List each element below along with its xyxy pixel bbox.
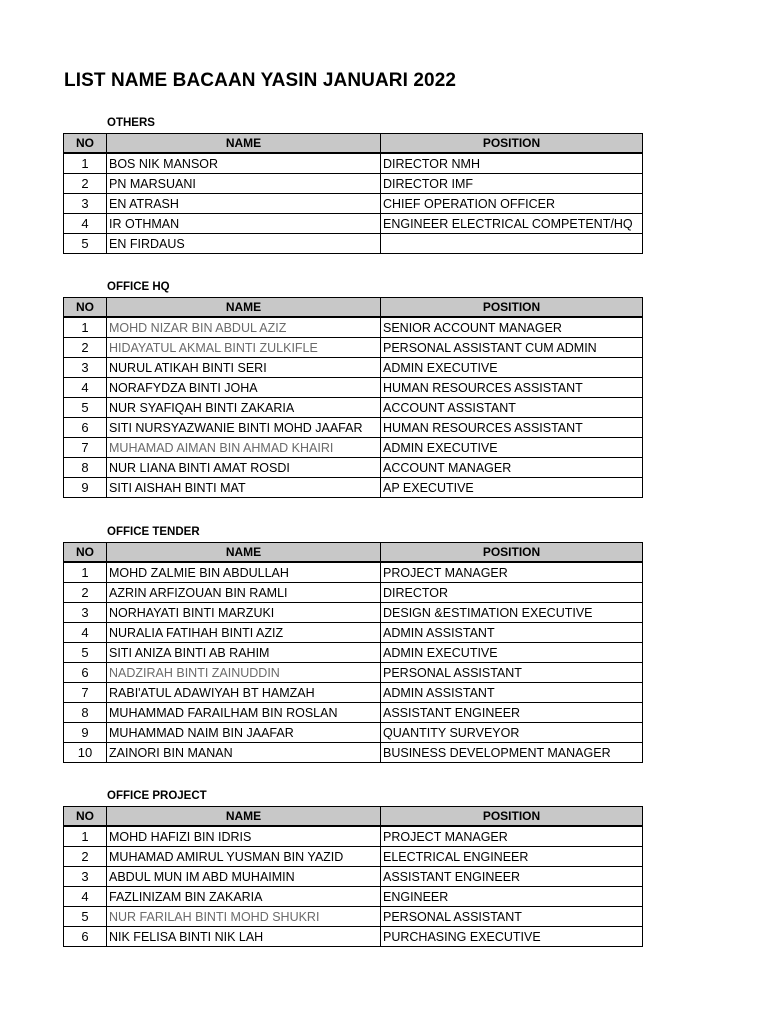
table-row [64,603,643,623]
cell-position: ADMIN EXECUTIVE [381,438,643,458]
cell-name: MUHAMMAD NAIM BIN JAAFAR [107,723,381,743]
table-row [64,194,643,214]
cell-no: 3 [64,358,107,378]
cell-position: DIRECTOR [381,583,643,603]
cell-name: MUHAMAD AIMAN BIN AHMAD KHAIRI [107,438,381,458]
staff-table [63,297,643,498]
cell-name: MOHD HAFIZI BIN IDRIS [107,826,381,847]
cell-name: RABI'ATUL ADAWIYAH BT HAMZAH [107,683,381,703]
table-row [64,867,643,887]
staff-table [63,542,643,763]
cell-no: 2 [64,338,107,358]
table-row [64,338,643,358]
table-row [64,214,643,234]
column-header-position: POSITION [381,807,643,827]
cell-name: MOHD NIZAR BIN ABDUL AZIZ [107,317,381,338]
cell-position: PROJECT MANAGER [381,826,643,847]
cell-no: 5 [64,398,107,418]
table-row [64,153,643,174]
cell-no: 5 [64,643,107,663]
cell-position: CHIEF OPERATION OFFICER [381,194,643,214]
cell-no: 7 [64,683,107,703]
table-body [64,562,643,763]
table-row [64,847,643,867]
table-body [64,153,643,254]
cell-name: EN FIRDAUS [107,234,381,254]
cell-position: PERSONAL ASSISTANT [381,663,643,683]
table-row [64,927,643,947]
cell-no: 4 [64,887,107,907]
table-row [64,438,643,458]
cell-no: 9 [64,478,107,498]
cell-no: 9 [64,723,107,743]
cell-name: BOS NIK MANSOR [107,153,381,174]
cell-no: 1 [64,153,107,174]
cell-name: MOHD ZALMIE BIN ABDULLAH [107,562,381,583]
cell-position: ADMIN EXECUTIVE [381,643,643,663]
table-header-row [64,543,643,563]
table-row [64,378,643,398]
cell-name: PN MARSUANI [107,174,381,194]
column-header-name: NAME [107,543,381,563]
table-row [64,623,643,643]
section-label: OFFICE TENDER [107,526,200,538]
cell-name: NURUL ATIKAH BINTI SERI [107,358,381,378]
section-label: OFFICE PROJECT [107,790,207,802]
table-row [64,174,643,194]
cell-position: ACCOUNT MANAGER [381,458,643,478]
cell-position: ELECTRICAL ENGINEER [381,847,643,867]
cell-name: SITI AISHAH BINTI MAT [107,478,381,498]
column-header-no: NO [64,807,107,827]
cell-no: 1 [64,562,107,583]
cell-name: SITI NURSYAZWANIE BINTI MOHD JAAFAR [107,418,381,438]
column-header-no: NO [64,134,107,154]
column-header-position: POSITION [381,298,643,318]
table-row [64,663,643,683]
table-row [64,562,643,583]
table-row [64,418,643,438]
cell-name: NUR SYAFIQAH BINTI ZAKARIA [107,398,381,418]
cell-position: SENIOR ACCOUNT MANAGER [381,317,643,338]
cell-name: ABDUL MUN IM ABD MUHAIMIN [107,867,381,887]
cell-name: MUHAMAD AMIRUL YUSMAN BIN YAZID [107,847,381,867]
table-row [64,723,643,743]
cell-position: DESIGN &ESTIMATION EXECUTIVE [381,603,643,623]
cell-name: MUHAMMAD FARAILHAM BIN ROSLAN [107,703,381,723]
cell-no: 7 [64,438,107,458]
column-header-name: NAME [107,134,381,154]
column-header-name: NAME [107,807,381,827]
cell-position: ACCOUNT ASSISTANT [381,398,643,418]
cell-no: 8 [64,703,107,723]
table-body [64,826,643,947]
cell-position: HUMAN RESOURCES ASSISTANT [381,418,643,438]
cell-no: 4 [64,214,107,234]
table-row [64,358,643,378]
cell-no: 3 [64,867,107,887]
column-header-name: NAME [107,298,381,318]
cell-name: NADZIRAH BINTI ZAINUDDIN [107,663,381,683]
table-row [64,743,643,763]
cell-no: 2 [64,174,107,194]
cell-position: DIRECTOR NMH [381,153,643,174]
cell-no: 6 [64,663,107,683]
cell-name: NORHAYATI BINTI MARZUKI [107,603,381,623]
cell-position: ADMIN ASSISTANT [381,623,643,643]
cell-position: QUANTITY SURVEYOR [381,723,643,743]
cell-name: FAZLINIZAM BIN ZAKARIA [107,887,381,907]
cell-position [381,234,643,254]
cell-no: 3 [64,194,107,214]
staff-table [63,806,643,947]
table-row [64,826,643,847]
table-row [64,317,643,338]
section-label: OTHERS [107,117,155,129]
cell-position: ADMIN EXECUTIVE [381,358,643,378]
cell-position: ASSISTANT ENGINEER [381,703,643,723]
cell-position: PURCHASING EXECUTIVE [381,927,643,947]
cell-name: NIK FELISA BINTI NIK LAH [107,927,381,947]
cell-position: ADMIN ASSISTANT [381,683,643,703]
column-header-no: NO [64,543,107,563]
table-row [64,643,643,663]
cell-no: 1 [64,826,107,847]
cell-name: NUR LIANA BINTI AMAT ROSDI [107,458,381,478]
cell-position: PERSONAL ASSISTANT CUM ADMIN [381,338,643,358]
cell-position: ENGINEER [381,887,643,907]
cell-position: ENGINEER ELECTRICAL COMPETENT/HQ [381,214,643,234]
cell-no: 1 [64,317,107,338]
cell-no: 3 [64,603,107,623]
cell-no: 8 [64,458,107,478]
table-row [64,583,643,603]
table-row [64,234,643,254]
cell-position: PROJECT MANAGER [381,562,643,583]
cell-name: SITI ANIZA BINTI AB RAHIM [107,643,381,663]
column-header-position: POSITION [381,543,643,563]
table-header-row [64,134,643,154]
table-row [64,398,643,418]
column-header-position: POSITION [381,134,643,154]
table-row [64,458,643,478]
table-row [64,703,643,723]
cell-position: DIRECTOR IMF [381,174,643,194]
cell-name: IR OTHMAN [107,214,381,234]
section-label: OFFICE HQ [107,281,170,293]
staff-table [63,133,643,254]
cell-name: NUR FARILAH BINTI MOHD SHUKRI [107,907,381,927]
cell-name: ZAINORI BIN MANAN [107,743,381,763]
cell-no: 5 [64,234,107,254]
cell-no: 4 [64,378,107,398]
cell-name: NURALIA FATIHAH BINTI AZIZ [107,623,381,643]
table-body [64,317,643,498]
cell-no: 2 [64,583,107,603]
cell-no: 10 [64,743,107,763]
table-row [64,683,643,703]
cell-no: 5 [64,907,107,927]
cell-name: HIDAYATUL AKMAL BINTI ZULKIFLE [107,338,381,358]
cell-name: NORAFYDZA BINTI JOHA [107,378,381,398]
column-header-no: NO [64,298,107,318]
table-row [64,887,643,907]
cell-name: AZRIN ARFIZOUAN BIN RAMLI [107,583,381,603]
table-header-row [64,298,643,318]
cell-position: HUMAN RESOURCES ASSISTANT [381,378,643,398]
table-header-row [64,807,643,827]
cell-no: 4 [64,623,107,643]
table-row [64,907,643,927]
cell-position: AP EXECUTIVE [381,478,643,498]
cell-position: ASSISTANT ENGINEER [381,867,643,887]
cell-position: PERSONAL ASSISTANT [381,907,643,927]
cell-position: BUSINESS DEVELOPMENT MANAGER [381,743,643,763]
cell-no: 6 [64,927,107,947]
cell-no: 2 [64,847,107,867]
cell-no: 6 [64,418,107,438]
table-row [64,478,643,498]
cell-name: EN ATRASH [107,194,381,214]
page-title: LIST NAME BACAAN YASIN JANUARI 2022 [64,70,457,91]
